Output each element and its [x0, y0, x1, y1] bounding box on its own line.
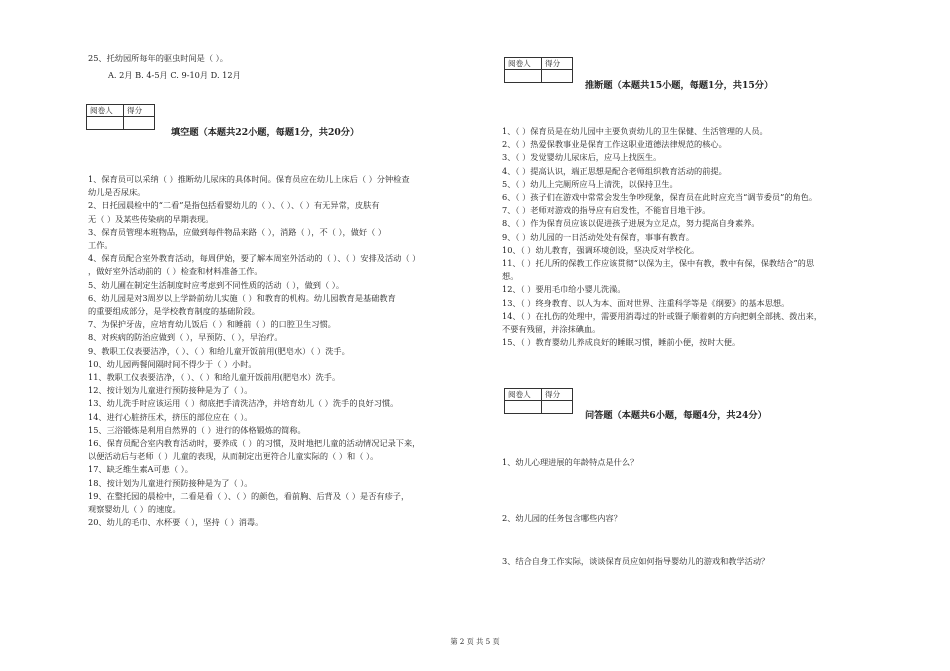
fill-question-line: 无（ ）及某些传染病的早期表现。: [88, 213, 214, 224]
fill-question-line: 15、三浴锻炼是利用自然界的（ ）进行的体格锻炼的简称。: [88, 424, 306, 435]
fill-question-line: 5、幼儿圃在制定生活制度时应考虑到不同性质的活动（ ），做到（ ）。: [88, 279, 345, 290]
fill-question-line: 19、在整托园的晨检中，二看是看（ ）、（ ）的颜色，看前胸、后背及（ ）是否有疹子，: [88, 490, 410, 501]
judge-question-line: 11、（ ）托儿所的保教工作应该贯彻“以保为主，保中有教，教中有保，保教结合”的思: [502, 258, 815, 269]
score-box-qa: [504, 388, 573, 414]
fill-question-line: 11、教职工仪表要洁净，（ ）、（ ）和给儿童开饭前用(肥皂水）洗手。: [88, 372, 341, 383]
fill-question-line: 以便活动后与老师（ ）儿童的表现，从而制定出更符合儿童实际的（ ）和（ ）。: [88, 451, 379, 462]
fill-question-line: 17、缺乏维生素A可患（ ）。: [88, 464, 193, 475]
fill-question-line: 12、按计划为儿童进行预防接种是为了（ ）。: [88, 385, 253, 396]
judge-question-line: 13、（ ）终身教育、以人为本、面对世界、注重科学等是《纲要》的基本思想。: [502, 297, 790, 308]
fill-question-line: 7、为保护牙齿，应培育幼儿饭后（ ）和睡前（ ）的口腔卫生习惯。: [88, 319, 336, 330]
fill-question-line: 的重要组成部分，是学校教育制度的基础阶段。: [88, 306, 260, 317]
judge-question-line: 6、（ ）孩子们在游戏中常常会发生争吵现象，保育员在此时应充当“调节委员”的角色。: [502, 192, 818, 203]
fill-question-line: 16、保育员配合室内教育活动时，要养成（ ）的习惯，及时地把儿童的活动情况记录下来，: [88, 438, 421, 449]
score-label: 得分: [542, 389, 573, 401]
judge-question-line: 9、（ ）幼儿园的一日活动处处有保育，事事有教育。: [502, 231, 695, 242]
reviewer-cell: [505, 70, 542, 83]
fill-question-line: ，做好室外活动前的（ ）检查和材料准备工作。: [88, 266, 263, 277]
score-label: 得分: [542, 58, 573, 70]
fill-question-line: 14、进行心脏挤压术，挤压的部位应在（ ）。: [88, 411, 253, 422]
fill-question-line: 18、按计划为儿童进行预防接种是为了（ ）。: [88, 477, 253, 488]
judge-question-line: 15、（ ）教育婴幼儿养成良好的睡眠习惯，睡前小便，按时大便。: [502, 337, 741, 348]
fill-question-line: 9、教职工仪表要洁净，（ ）、（ ）和给儿童开饭前用(肥皂水）（ ）洗手。: [88, 345, 350, 356]
judge-question-line: 14、（ ）在扎伤的处理中，需要用消毒过的针或镊子顺着刺的方向把刺全部挑、拨出来，: [502, 310, 823, 321]
judge-section-title: 推断题（本题共15小题，每题1分，共15分）: [585, 80, 774, 91]
fill-question-line: 8、对疾病的防治应做到（ ），早预防、（ ），早治疗。: [88, 332, 283, 343]
judge-question-line: 7、（ ）老师对游戏的指导应有启发性，不能盲目地干涉。: [502, 205, 711, 216]
fill-question-line: 工作。: [88, 240, 113, 251]
score-label: 得分: [124, 105, 155, 117]
question-25-options: A. 2月 B. 4-5月 C. 9-10月 D. 12月: [108, 70, 241, 80]
qa-question-2: 2、幼儿园的任务包含哪些内容？: [502, 513, 622, 523]
score-cell: [542, 401, 573, 414]
fill-section-title: 填空题（本题共22小题，每题1分，共20分）: [171, 127, 360, 138]
fill-question-line: 6、幼儿园是对3周岁以上学龄前幼儿实施（ ）和教育的机构。幼儿园教育是基础教育: [88, 292, 396, 303]
judge-question-line: 5、（ ）幼儿上完厕所应马上清洗，以保持卫生。: [502, 178, 678, 189]
score-box-fill: [86, 104, 155, 130]
reviewer-label: 阅卷人: [505, 389, 542, 401]
fill-question-line: 10、幼儿园两餐间隔时间不得少于（ ）小时。: [88, 358, 257, 369]
reviewer-cell: [87, 117, 124, 130]
fill-question-line: 观察婴幼儿（ ）的速度。: [88, 504, 181, 515]
judge-question-line: 1、（ ）保育员是在幼儿园中主要负责幼儿的卫生保健、生活管理的人员。: [502, 126, 768, 136]
judge-question-line: 3、（ ）发觉婴幼儿尿床后，应马上找医生。: [502, 152, 662, 163]
judge-question-line: 4、（ ）提高认识，端正思想是配合老师组织教育活动的前提。: [502, 165, 727, 176]
judge-question-line: 10、（ ）幼儿教育，强调环境创设，坚决反对学校化。: [502, 244, 700, 255]
fill-question-line: 1、保育员可以采纳（ ）推断幼儿尿床的具体时间。保育员应在幼儿上床后（ ）分钟检查: [88, 174, 410, 184]
qa-question-3: 3、结合自身工作实际，谈谈保育员应如何指导婴幼儿的游戏和教学活动？: [502, 556, 770, 566]
reviewer-cell: [505, 401, 542, 414]
fill-question-line: 13、幼儿洗手时应该运用（ ）彻底把手清洗洁净，并培育幼儿（ ）洗手的良好习惯。: [88, 398, 399, 409]
judge-question-line: 想。: [502, 271, 519, 282]
judge-question-line: 2、（ ）热爱保教事业是保育工作这职业道德法律规范的核心。: [502, 139, 727, 150]
fill-question-line: 2、日托园晨检中的“二看”是指包括看婴幼儿的（ ）、（ ）、（ ）有无异常，皮肤有: [88, 200, 380, 211]
fill-question-line: 3、保育员管理本班物品，应做到每件物品来路（ ），消路（ ），不（ ），做好（ ）: [88, 226, 387, 237]
score-cell: [542, 70, 573, 83]
fill-question-line: 幼儿是否尿床。: [88, 187, 146, 198]
fill-questions: [88, 173, 420, 529]
page-footer: 第 2 页 共 5 页: [450, 637, 500, 646]
judge-question-line: 不要有残留，并涂抹碘血。: [502, 324, 601, 335]
reviewer-label: 阅卷人: [505, 58, 542, 70]
score-box-judge: [504, 57, 573, 83]
fill-question-line: 4、保育员配合室外教育活动，每周伊始，要了解本周室外活动的（ ）、（ ）安排及活动（ ）: [88, 253, 421, 264]
judge-question-line: 8、（ ）作为保育员应该以促进孩子进展为立足点，努力提高自身素养。: [502, 218, 760, 229]
judge-question-line: 12、（ ）要用毛巾给小婴儿洗澡。: [502, 284, 626, 295]
fill-question-line: 20、幼儿的毛巾、水杯要（ ），坚持（ ）消毒。: [88, 517, 264, 528]
reviewer-label: 阅卷人: [87, 105, 124, 117]
qa-section-title: 问答题（本题共6小题，每题4分，共24分）: [585, 410, 767, 421]
score-cell: [124, 117, 155, 130]
judge-questions: [502, 125, 822, 349]
qa-question-1: 1、幼儿心理进展的年龄特点是什么？: [502, 457, 639, 467]
question-25: 25、托幼园所每年的驱虫时间是（ ）。: [88, 53, 228, 63]
